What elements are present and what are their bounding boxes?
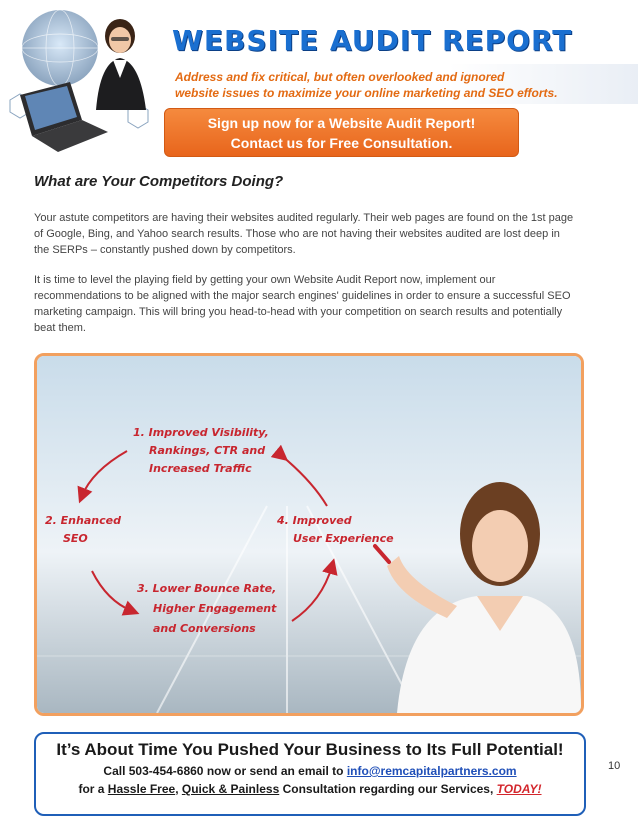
cycle-step-4-line-2: User Experience xyxy=(293,532,394,545)
cycle-step-3-line-2: Higher Engagement xyxy=(153,602,277,615)
cta-line-1: Sign up now for a Website Audit Report! xyxy=(207,115,476,131)
subtitle-line-1: Address and fix critical, but often overlooked and ignored xyxy=(175,70,505,84)
header-illustration xyxy=(0,0,170,165)
footer-contact-box xyxy=(34,732,586,816)
cycle-step-1-line-3: Increased Traffic xyxy=(149,462,252,475)
hassle-free-text: Hassle Free xyxy=(107,782,176,796)
footer-line3-prefix: for a xyxy=(78,782,108,796)
footer-line3-middle: Consultation regarding our Services, xyxy=(279,782,497,796)
cycle-step-2-line-1: 2. Enhanced xyxy=(45,514,121,527)
footer-call-line xyxy=(36,764,584,778)
cycle-step-3-line-1: 3. Lower Bounce Rate, xyxy=(137,582,277,595)
footer-consultation-line xyxy=(36,782,584,796)
cycle-step-2-line-2: SEO xyxy=(63,532,88,545)
footer-headline: It’s About Time You Pushed Your Business to Its Full Potential! xyxy=(56,740,564,759)
paragraph-1: Your astute competitors are having their websites audited regularly. Their web pages are found on the 1st page of Google, Bing, and Yahoo search results. Those who are not having their websites audited are lost deep in the SERPs – constantly pushed down by competitors. xyxy=(34,212,574,256)
cycle-step-3-line-3: and Conversions xyxy=(153,622,256,635)
page-number: 10 xyxy=(608,760,621,772)
quick-painless-text: Quick & Painless xyxy=(181,782,280,796)
footer-call-text: Call 503-454-6860 now or send an email to xyxy=(103,764,347,778)
signup-cta-button[interactable] xyxy=(164,108,519,157)
section-heading: What are Your Competitors Doing? xyxy=(34,173,284,190)
cycle-step-1-line-2: Rankings, CTR and xyxy=(149,444,266,457)
seo-cycle-image xyxy=(34,353,584,716)
cta-line-2: Contact us for Free Consultation. xyxy=(230,135,453,151)
email-link[interactable]: info@remcapitalpartners.com xyxy=(346,764,517,778)
footer-comma: , xyxy=(175,782,182,796)
report-subtitle xyxy=(175,69,615,101)
report-title: WEBSITE AUDIT REPORT xyxy=(172,24,573,57)
cycle-step-4-line-1: 4. Improved xyxy=(277,514,352,527)
paragraph-2: It is time to level the playing field by getting your own Website Audit Report now, implement our recommendations to be aligned with the major search engines' guidelines in order to ensure a successful SEO marketing campaign. This will bring you head-to-head with your competition on search results and potentially beat them. xyxy=(34,274,571,334)
today-text: TODAY! xyxy=(496,782,542,796)
cycle-step-1-line-1: 1. Improved Visibility, xyxy=(133,426,269,439)
subtitle-line-2: website issues to maximize your online marketing and SEO efforts. xyxy=(175,86,558,100)
